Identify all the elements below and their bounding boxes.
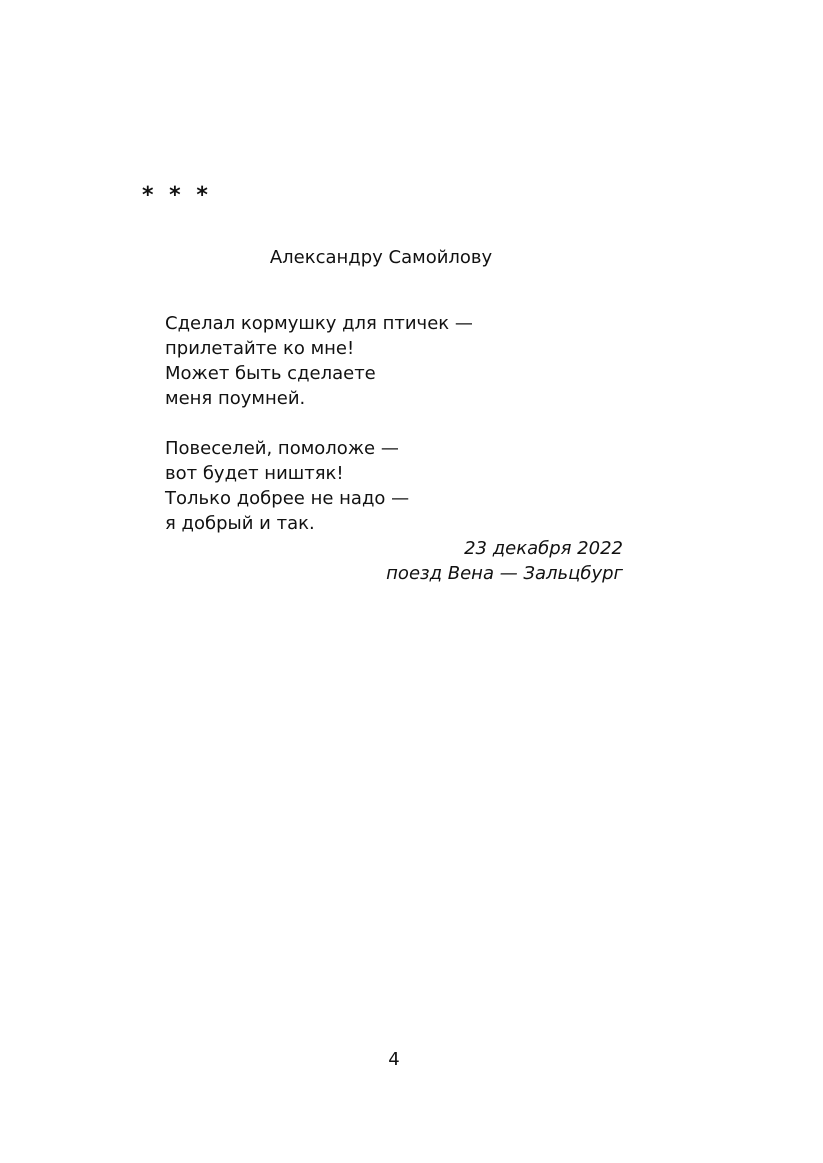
poem-line: Может быть сделаете xyxy=(165,363,376,384)
poem-line: я добрый и так. xyxy=(165,513,315,534)
signature-date: 23 декабря 2022 xyxy=(464,538,623,559)
stanza-2 xyxy=(165,436,473,536)
poem-line: Сделал кормушку для птичек — xyxy=(165,313,473,334)
poem-line: Повеселей, помоложе — xyxy=(165,438,399,459)
poem-line: Только добрее не надо — xyxy=(165,488,410,509)
poem-line: вот будет ништяк! xyxy=(165,463,344,484)
dedication: Александру Самойлову xyxy=(269,247,493,268)
poem xyxy=(165,311,473,561)
section-separator: * * * xyxy=(142,183,212,208)
page-number: 4 xyxy=(388,1049,400,1070)
signature-place: поезд Вена — Зальцбург xyxy=(386,563,623,584)
stanza-1 xyxy=(165,311,473,411)
poem-line: меня поумней. xyxy=(165,388,306,409)
signature xyxy=(386,536,623,586)
poem-line: прилетайте ко мне! xyxy=(165,338,355,359)
